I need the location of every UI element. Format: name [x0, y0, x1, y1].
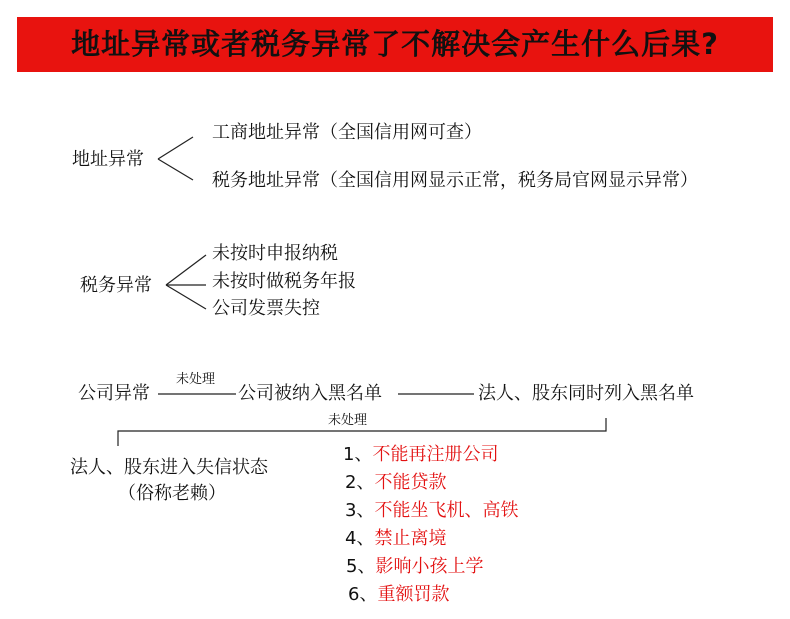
address-branch-tax: 税务地址异常（全国信用网显示正常，税务局官网显示异常）: [212, 170, 698, 191]
company-blacklisted: 公司被纳入黑名单: [238, 383, 382, 404]
tax-branch-line-3: [166, 285, 206, 309]
company-abnormal: 公司异常: [78, 383, 150, 404]
tax-abnormal-root: 税务异常: [80, 275, 152, 296]
consequence-number: 1、: [343, 444, 373, 465]
dishonest-state: 法人、股东进入失信状态: [70, 457, 268, 478]
unhandled-label-1: 未处理: [176, 372, 216, 387]
consequence-item: [345, 528, 446, 550]
consequence-text: 影响小孩上学: [375, 556, 484, 577]
tax-branch-3: 公司发票失控: [212, 298, 320, 319]
consequence-number: 3、: [345, 500, 375, 521]
tax-branch-1: 未按时申报纳税: [212, 243, 338, 264]
consequence-number: 6、: [348, 584, 378, 605]
consequence-text: 重额罚款: [377, 584, 450, 605]
address-abnormal-root: 地址异常: [72, 149, 144, 170]
consequence-text: 不能贷款: [374, 472, 447, 493]
consequence-item: [348, 584, 449, 606]
persons-blacklisted: 法人、股东同时列入黑名单: [478, 383, 694, 404]
address-branch-business: 工商地址异常（全国信用网可查）: [212, 122, 482, 143]
tax-branch-line-1: [166, 255, 206, 285]
consequence-item: [343, 444, 498, 466]
unhandled-label-2: 未处理: [328, 413, 368, 428]
tax-branch-2: 未按时做税务年报: [212, 271, 356, 292]
consequence-text: 不能再注册公司: [372, 444, 499, 465]
nickname: （俗称老赖）: [118, 483, 226, 504]
consequence-text: 不能坐飞机、高铁: [374, 500, 519, 521]
address-branch-line-1: [158, 137, 193, 159]
consequence-item: [346, 556, 483, 578]
consequence-item: [345, 500, 518, 522]
consequence-item: [345, 472, 446, 494]
consequence-number: 4、: [345, 528, 375, 549]
consequence-text: 禁止离境: [374, 528, 447, 549]
address-branch-line-2: [158, 159, 193, 180]
consequence-number: 5、: [346, 556, 376, 577]
title-banner: 地址异常或者税务异常了不解决会产生什么后果?: [17, 17, 773, 72]
consequence-number: 2、: [345, 472, 375, 493]
